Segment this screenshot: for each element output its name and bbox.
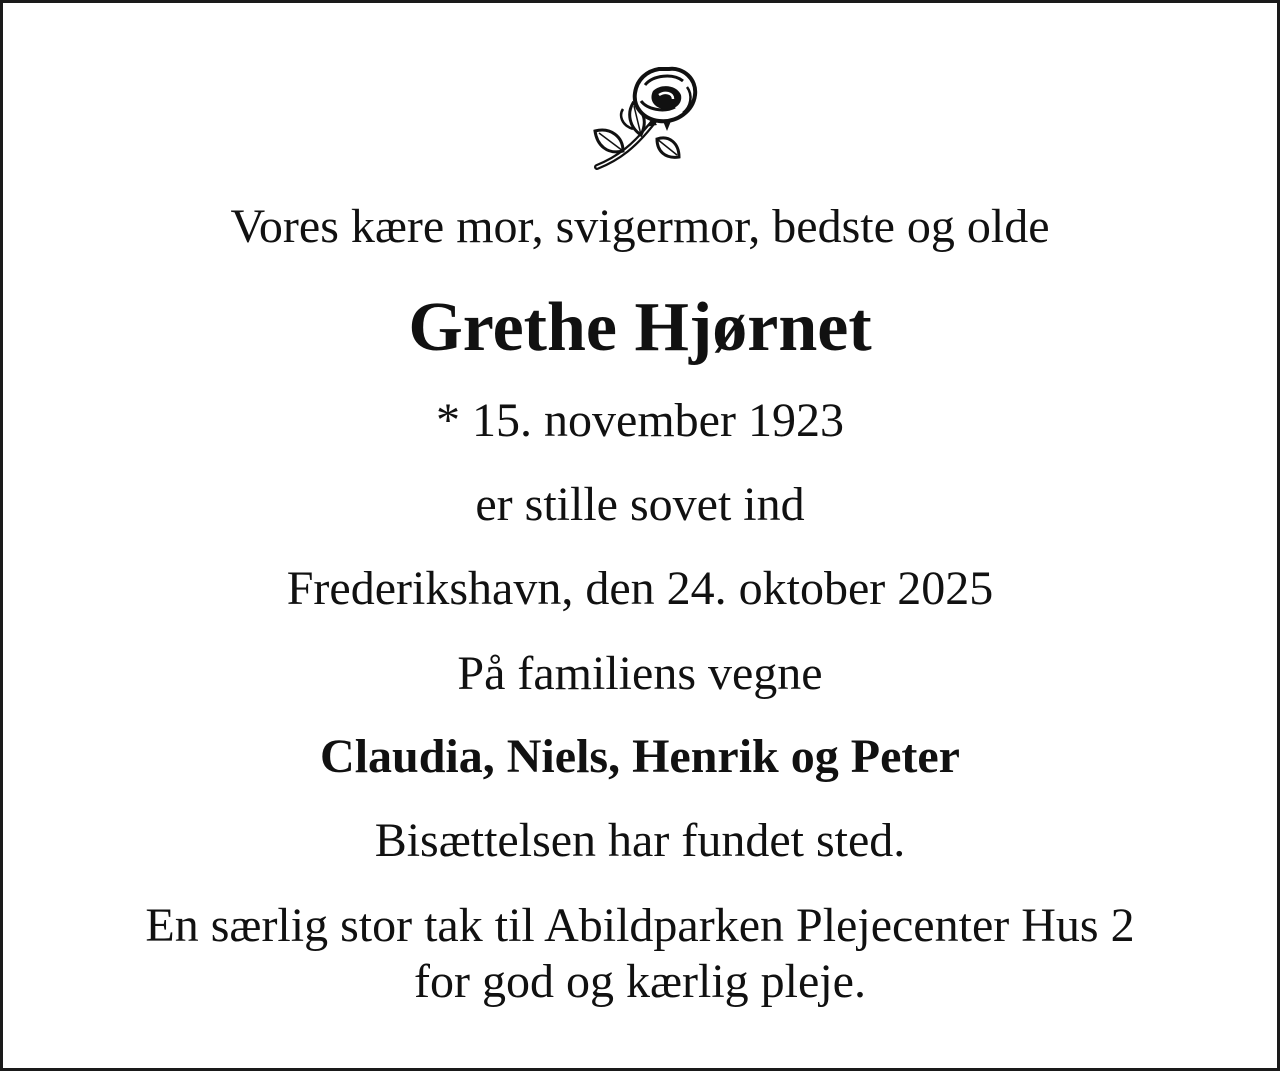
thanks-line-1: En særlig stor tak til Abildparken Plejecenter Hus 2: [145, 899, 1135, 952]
thanks-note: [3, 898, 1277, 1010]
funeral-note: Bisættelsen har fundet sted.: [374, 814, 906, 867]
place-and-date: Frederikshavn, den 24. oktober 2025: [286, 562, 994, 615]
intro-line: Vores kære mor, svigermor, bedste og olde: [230, 200, 1050, 253]
birth-date: * 15. november 1923: [436, 394, 844, 447]
thanks-line-2: for god og kærlig pleje.: [414, 955, 866, 1008]
passing-line: er stille sovet ind: [475, 478, 805, 531]
rose-icon: [583, 65, 703, 173]
deceased-name: Grethe Hjørnet: [408, 289, 872, 366]
on-behalf-line: På familiens vegne: [457, 647, 823, 700]
family-names: Claudia, Niels, Henrik og Peter: [320, 730, 960, 783]
